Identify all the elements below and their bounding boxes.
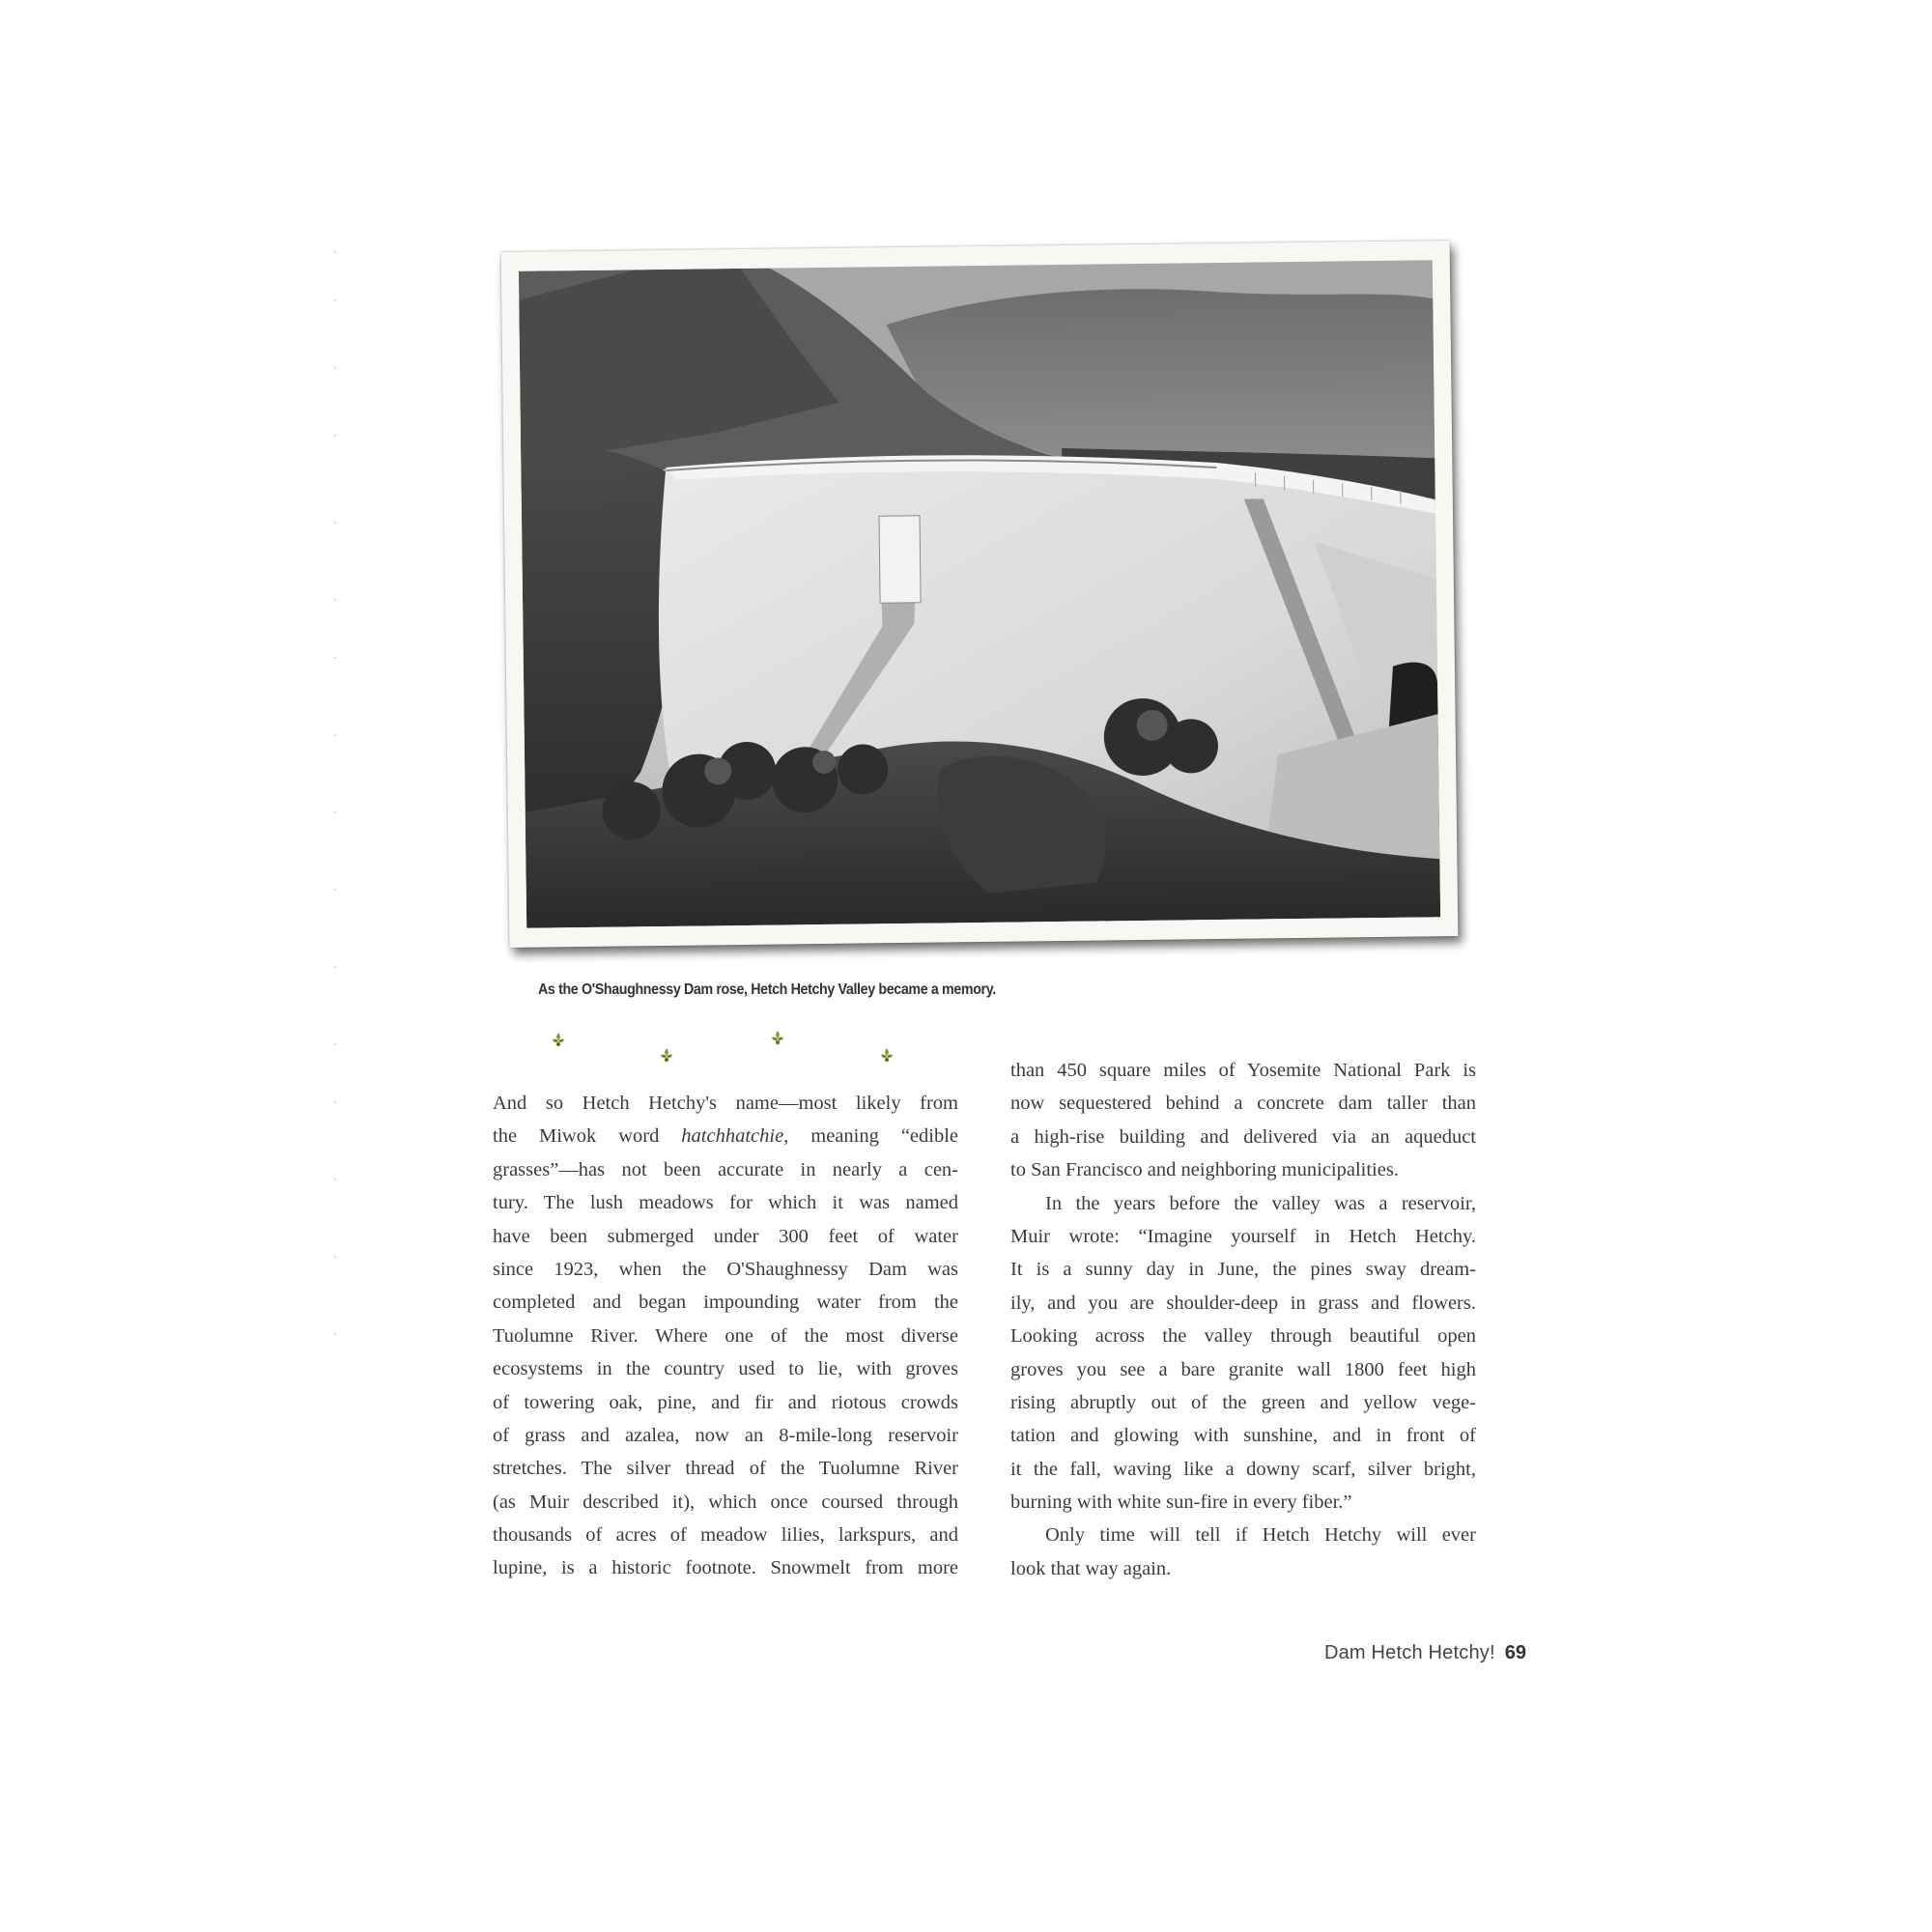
leaf-ornament-icon	[659, 1047, 674, 1063]
text-line: a high-rise building and delivered via an aqueduct	[1010, 1125, 1476, 1148]
text-line: look that way again.	[1010, 1557, 1172, 1579]
text-line: And so Hetch Hetchy's name—most likely from	[493, 1093, 958, 1114]
dam-photograph	[519, 260, 1440, 928]
body-column-left	[493, 1087, 958, 1585]
gutter-dot	[334, 811, 336, 813]
miwok-word: hatchhatchie,	[681, 1125, 789, 1148]
text-line: (as Muir described it), which once coursed through	[493, 1491, 958, 1513]
text-line	[493, 1120, 958, 1152]
leaf-ornament-icon	[879, 1047, 895, 1063]
gutter-dot	[334, 734, 336, 736]
gutter-dot	[334, 599, 336, 601]
gutter-dot	[334, 966, 336, 968]
running-footer	[1256, 1642, 1526, 1664]
gutter-dot	[334, 435, 336, 437]
body-column-right	[1010, 1054, 1476, 1585]
gutter-dot	[334, 251, 336, 253]
gutter-dot	[334, 522, 336, 524]
text-line: of towering oak, pine, and fir and riotous crowds	[493, 1391, 958, 1413]
text-line: tation and glowing with sunshine, and in front of	[1010, 1425, 1476, 1447]
running-title: Dam Hetch Hetchy!	[1323, 1642, 1495, 1663]
text-line: Only time will tell if Hetch Hetchy will ever	[1045, 1524, 1476, 1547]
gutter-dot	[334, 1179, 336, 1180]
text-line: it the fall, waving like a downy scarf, silver bright,	[1010, 1458, 1476, 1480]
text-line: In the years before the valley was a reservoir,	[1045, 1192, 1476, 1214]
page-number: 69	[1504, 1642, 1526, 1663]
text-line: thousands of acres of meadow lilies, larkspurs, and	[493, 1524, 958, 1547]
gutter-dot	[334, 657, 336, 659]
text-line: ily, and you are shoulder-deep in grass and flowers.	[1010, 1292, 1476, 1314]
gutter-dot	[334, 299, 336, 301]
text-line: It is a sunny day in June, the pines sway dream-	[1010, 1259, 1476, 1281]
text-run: meaning “edible	[788, 1125, 959, 1148]
gutter-dot	[334, 1043, 336, 1045]
gutter-dot	[334, 889, 336, 891]
text-line: rising abruptly out of the green and yellow vege-	[1010, 1391, 1476, 1413]
text-line: lupine, is a historic footnote. Snowmelt from more	[493, 1557, 958, 1579]
text-line: now sequestered behind a concrete dam taller than	[1010, 1093, 1476, 1115]
text-line: since 1923, when the O'Shaughnessy Dam was	[493, 1258, 958, 1280]
text-line: have been submerged under 300 feet of water	[493, 1225, 958, 1247]
text-line: burning with white sun-fire in every fiber.”	[1010, 1492, 1352, 1514]
text-line: to San Francisco and neighboring municipalities.	[1010, 1159, 1399, 1181]
text-line: Muir wrote: “Imagine yourself in Hetch Hetchy.	[1010, 1225, 1476, 1247]
text-run: the Miwok word	[493, 1125, 682, 1148]
text-line: of grass and azalea, now an 8-mile-long reservoir	[493, 1424, 958, 1446]
text-line: ecosystems in the country used to lie, with groves	[493, 1358, 958, 1380]
leaf-ornament-icon	[551, 1032, 566, 1047]
ornament-row	[541, 1022, 927, 1080]
photo-caption: As the O'Shaughnessy Dam rose, Hetch Hetchy Valley became a memory.	[538, 981, 996, 998]
gutter-dot	[334, 1101, 336, 1103]
gutter-dot	[334, 1333, 336, 1335]
leaf-ornament-icon	[770, 1030, 785, 1045]
gutter-dots	[334, 232, 338, 1391]
text-line: stretches. The silver thread of the Tuolumne River	[493, 1458, 958, 1480]
gutter-dot	[334, 367, 336, 369]
text-line: Looking across the valley through beautiful open	[1010, 1325, 1476, 1348]
text-line: than 450 square miles of Yosemite National Park is	[1010, 1060, 1476, 1081]
gutter-dot	[334, 1256, 336, 1258]
text-line: tury. The lush meadows for which it was named	[493, 1192, 958, 1214]
text-line: Tuolumne River. Where one of the most diverse	[493, 1324, 958, 1347]
text-line: grasses”—has not been accurate in nearly a cen-	[493, 1158, 958, 1180]
text-line: groves you see a bare granite wall 1800 feet high	[1010, 1358, 1476, 1380]
photo-print	[501, 241, 1459, 948]
text-line: completed and began impounding water from the	[493, 1292, 958, 1314]
